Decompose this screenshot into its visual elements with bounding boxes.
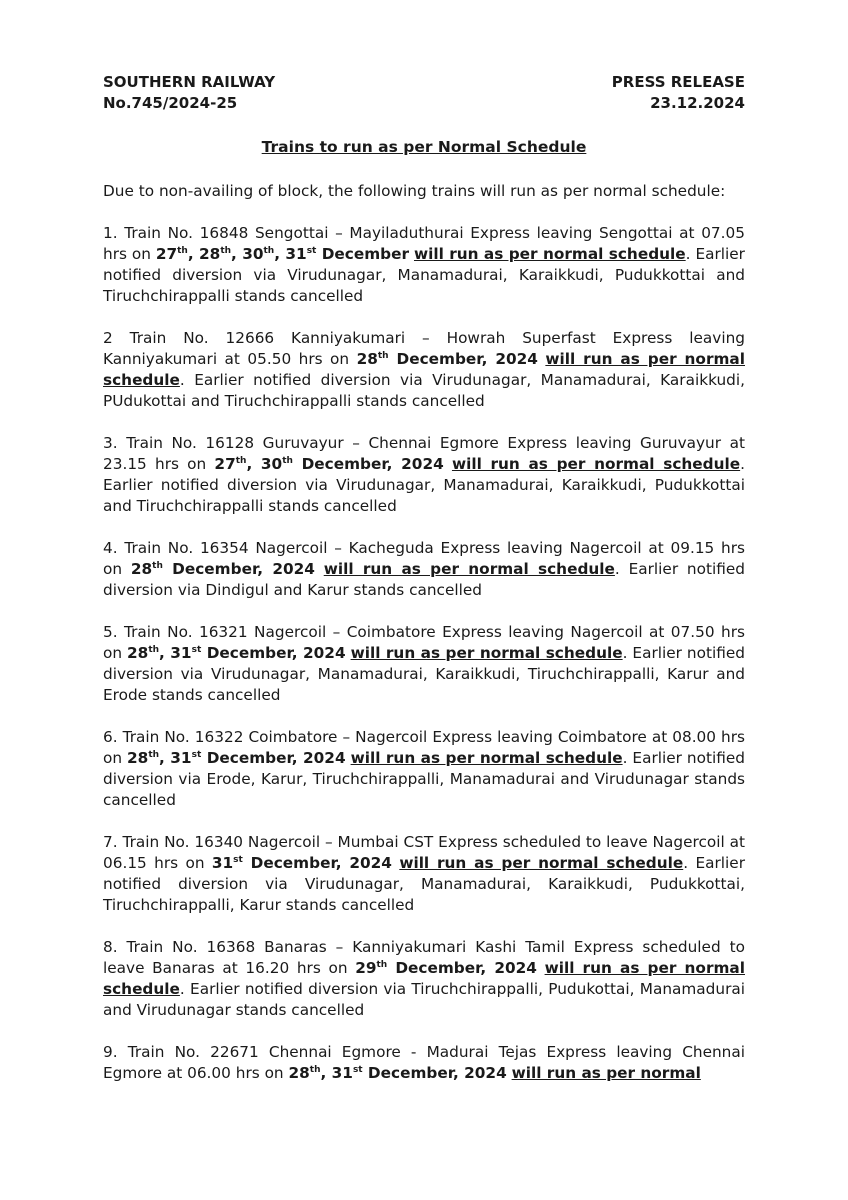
date-text: December, 2024 [242, 854, 392, 872]
item-text: . Earlier notified diversion via Virudunagar, Manamadurai, Karaikkudi, Pudukkottai and Tiruchchirappalli stands cancelled [103, 455, 745, 515]
item-text: Train No. 16322 Coimbatore – Nagercoil Express leaving Coimbatore at 08.00 hrs on [103, 728, 745, 767]
item-number: 8. [103, 938, 118, 956]
item-text: Train No. 22671 Chennai Egmore - Madurai Tejas Express leaving Chennai Egmore at 06.00 hrs on [103, 1043, 745, 1082]
item-text [537, 959, 545, 977]
item-text: . Earlier notified diversion via Dindigul and Karur stands cancelled [103, 560, 745, 599]
item-text: Train No. 16368 Banaras – Kanniyakumari Kashi Tamil Express scheduled to leave Banaras at 16.20 hrs on [103, 938, 745, 977]
train-item-7 [103, 832, 745, 916]
ordinal-suffix: th [377, 350, 389, 361]
date-text: December, 2024 [388, 350, 538, 368]
date-text: December, 2024 [292, 455, 444, 473]
train-item-3 [103, 433, 745, 517]
ordinal-suffix: st [306, 245, 317, 256]
schedule-emphasis: will run as per normal [511, 1064, 701, 1082]
train-item-9 [103, 1042, 745, 1084]
schedule-emphasis: will run as per normal schedule [323, 560, 615, 578]
ordinal-suffix: th [148, 644, 160, 655]
header-right [612, 72, 745, 114]
train-item-1 [103, 223, 745, 307]
item-text: . Earlier notified diversion via Virudunagar, Manamadurai, Karaikkudi, Pudukkottai and Tiruchchirappalli stands cancelled [103, 245, 745, 305]
document-type: PRESS RELEASE [611, 73, 745, 91]
date-text: December [316, 245, 410, 263]
item-number: 9. [103, 1043, 118, 1061]
item-text: . Earlier notified diversion via Virudunagar, Manamadurai, Karaikkudi, Pudukkottai, Tiruchchirappalli, Karur stands cancelled [103, 854, 745, 914]
date-text: 28 [288, 1064, 310, 1082]
ordinal-suffix: th [282, 455, 293, 466]
date-text: , 30 [231, 245, 264, 263]
schedule-emphasis: will run as per normal schedule [350, 749, 623, 767]
item-text [444, 455, 452, 473]
date-text: 31 [211, 854, 234, 872]
item-text: Train No. 16354 Nagercoil – Kacheguda Express leaving Nagercoil at 09.15 hrs on [103, 539, 745, 578]
ordinal-suffix: st [233, 854, 243, 865]
page-title: Trains to run as per Normal Schedule [261, 138, 587, 156]
ordinal-suffix: st [191, 749, 202, 760]
schedule-emphasis: will run as per normal schedule [451, 455, 741, 473]
date-text: December, 2024 [201, 749, 346, 767]
date-text: December, 2024 [201, 644, 346, 662]
item-text: . Earlier notified diversion via Virudunagar, Manamadurai, Karaikkudi, PUdukottai and Tiruchchirappalli stands cancelled [103, 371, 745, 410]
ordinal-suffix: th [177, 245, 188, 256]
ordinal-suffix: th [235, 455, 247, 466]
reference-number: No.745/2024-25 [103, 94, 238, 112]
date-text: 28 [127, 749, 149, 767]
ordinal-suffix: th [309, 1064, 321, 1075]
date-text: December, 2024 [387, 959, 537, 977]
item-number: 3. [103, 434, 118, 452]
item-text: . Earlier notified diversion via Virudunagar, Manamadurai, Karaikkudi, Tiruchchirappalli, Karur and Erode stands cancelled [103, 644, 745, 704]
date-text: 28 [130, 560, 153, 578]
item-text: Train No. 12666 Kanniyakumari – Howrah Superfast Express leaving Kanniyakumari at 05.50 hrs on [103, 329, 745, 368]
date-text: 27 [155, 245, 178, 263]
schedule-emphasis: will run as per normal schedule [350, 644, 623, 662]
train-item-5 [103, 622, 745, 706]
date-text: December, 2024 [162, 560, 315, 578]
date-text: , 31 [320, 1064, 353, 1082]
date-text: , 31 [274, 245, 307, 263]
ordinal-suffix: st [352, 1064, 363, 1075]
date-text: 28 [127, 644, 149, 662]
item-text: Train No. 16321 Nagercoil – Coimbatore Express leaving Nagercoil at 07.50 hrs on [103, 623, 745, 662]
date-text: December, 2024 [362, 1064, 507, 1082]
ordinal-suffix: th [376, 959, 388, 970]
item-number: 4. [103, 539, 118, 557]
body-content [103, 181, 745, 1084]
schedule-emphasis: will run as per normal schedule [399, 854, 684, 872]
release-date: 23.12.2024 [650, 94, 745, 112]
intro-paragraph: Due to non-availing of block, the following trains will run as per normal schedule: [103, 182, 726, 200]
item-number: 1. [103, 224, 118, 242]
item-text [315, 560, 324, 578]
item-text: . Earlier notified diversion via Tiruchchirappalli, Pudukottai, Manamadurai and Virudunagar stands cancelled [103, 980, 745, 1019]
item-text: . Earlier notified diversion via Erode, Karur, Tiruchchirappalli, Manamadurai and Virudunagar stands cancelled [103, 749, 745, 809]
item-text: Train No. 16848 Sengottai – Mayiladuthurai Express leaving Sengottai at 07.05 hrs on [103, 224, 745, 263]
date-text: , 30 [246, 455, 283, 473]
item-text: Train No. 16340 Nagercoil – Mumbai CST Express scheduled to leave Nagercoil at 06.15 hrs on [103, 833, 745, 872]
date-text: 29 [355, 959, 377, 977]
ordinal-suffix: th [148, 749, 160, 760]
date-text: , 31 [159, 644, 192, 662]
schedule-emphasis: will run as per normal schedule [413, 245, 686, 263]
header-left [103, 72, 275, 114]
train-item-2 [103, 328, 745, 412]
org-name: SOUTHERN RAILWAY [103, 73, 276, 91]
schedule-emphasis: will run as per normal schedule [103, 350, 745, 389]
train-item-4 [103, 538, 745, 601]
train-item-6 [103, 727, 745, 811]
item-number: 6. [103, 728, 118, 746]
schedule-emphasis: will run as per normal schedule [103, 959, 745, 998]
ordinal-suffix: th [152, 560, 163, 571]
ordinal-suffix: th [220, 245, 232, 256]
item-number: 2 [103, 329, 113, 347]
item-number: 5. [103, 623, 118, 641]
item-number: 7. [103, 833, 118, 851]
date-text: , 31 [159, 749, 192, 767]
date-text: , 28 [187, 245, 221, 263]
item-text: Train No. 16128 Guruvayur – Chennai Egmore Express leaving Guruvayur at 23.15 hrs on [103, 434, 745, 473]
ordinal-suffix: st [191, 644, 202, 655]
date-text: 28 [356, 350, 378, 368]
ordinal-suffix: th [263, 245, 275, 256]
date-text: 27 [214, 455, 236, 473]
train-item-8 [103, 937, 745, 1021]
